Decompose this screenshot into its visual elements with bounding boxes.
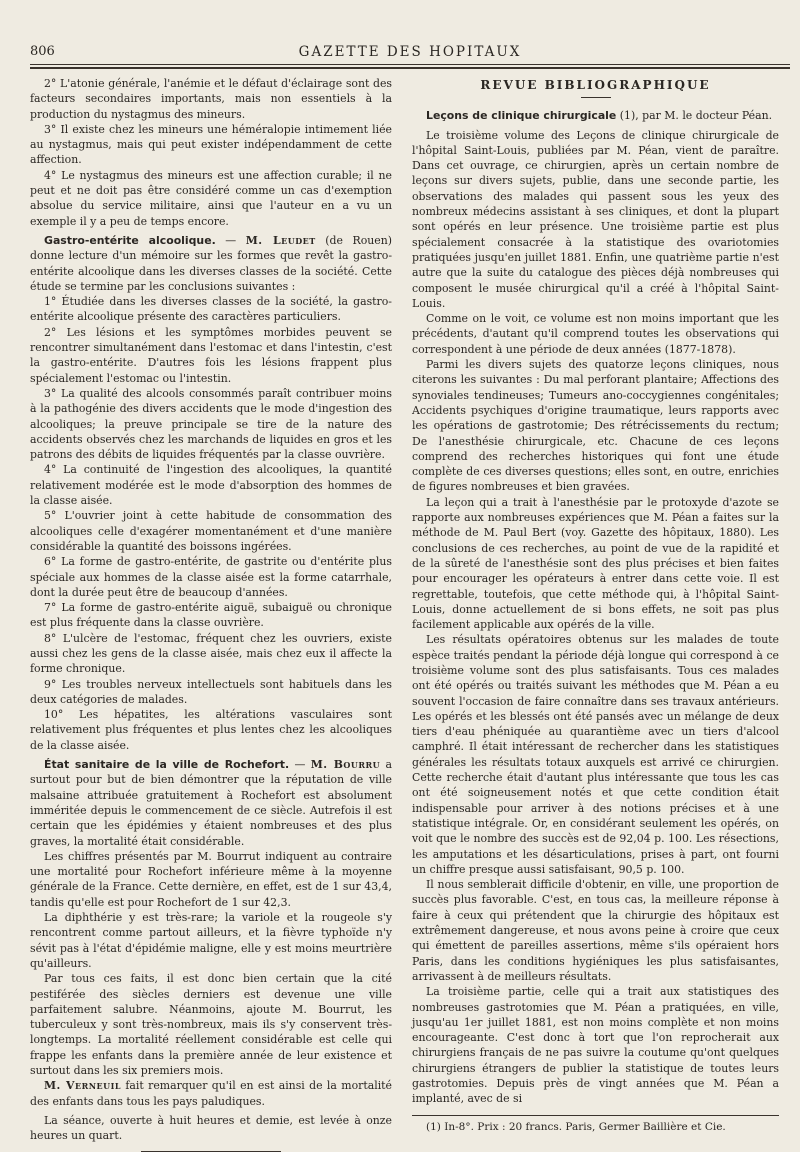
gastro-conclusion-10: 10° Les hépatites, les altérations vasculaires sont relativement plus fréquentes et plus lentes chez les alcooliques de la classe aisée. xyxy=(30,708,392,752)
review-paragraph-7: La troisième partie, celle qui a trait aux statistiques des nombreuses gastrotomies que M. Péan a pratiquées, en ville, jusqu'au 1er juillet 1881, est non moins complète et non moins encourageante. C'est donc à tort que l'on reprocherait aux chirurgiens français de ne pas suivre la coutume qu'ont quelques chirurgiens étrangers de publier la statistique de toutes leurs gastrotomies. Depuis près de vingt années que M. Péan a implanté, avec de si xyxy=(412,985,779,1106)
review-paragraph-2: Comme on le voit, ce volume est non moins important que les précédents, d'autant qu'il comprend toutes les observations qui correspondent à une période de deux années (1877-1878). xyxy=(412,312,779,356)
verneuil-author: M. Verneuil xyxy=(44,1079,121,1093)
etat-text-4: Par tous ces faits, il est donc bien certain que la cité pestiférée des siècles derniers est devenue une ville parfaitement salubre. Néanmoins, ajoute M. Bourrut, les tuberculeux y sont très-nombreux, mais ils s'y conservent très-longtemps. La mortalité réellement considérable est celle qui frappe les enfants dans la première année de leur existence et surtout dans les six premiers mois. xyxy=(30,972,392,1077)
closing-paragraph: La séance, ouverte à huit heures et demie, est levée à onze heures un quart. xyxy=(30,1113,392,1143)
journal-title: GAZETTE DES HOPITAUX xyxy=(298,44,522,60)
etat-intro-paragraph: État sanitaire de la ville de Rochefort. — M. Bourru a surtout pour but de bien démontrer que la réputation de ville malsaine attribuée gratuitement à Rochefort est absolument imméritée depuis le commencement de ce siècle. Autrefois il est certain que les épidémies y étaient nombreuses et des plus graves, la mortalité était considérable. xyxy=(30,758,392,848)
lecons-note: (1), par M. le docteur Péan. xyxy=(619,109,773,123)
review-paragraph-3: Parmi les divers sujets des quatorze leçons cliniques, nous citerons les suivantes : Du mal perforant plantaire; Affections des synoviales tendineuses; Tumeurs ano-coccygiennes congénitales; Accidents psychiques d'origine traumatique, leurs rapports avec les opérations de gastrotomie; Des rétrécissements du rectum; De l'anesthésie chirurgicale, etc. Chacune de ces leçons comprend des recherches historiques qui font une étude complète de ces diverses questions; elles sont, en outre, enrichies de figures nombreuses et bien gravées. xyxy=(412,358,779,494)
lecons-title: Leçons de clinique chirurgicale xyxy=(426,109,617,123)
gastro-conclusion-4: 4° La continuité de l'ingestion des alcooliques, la quantité relativement modérée est le mode d'absorption des hommes de la classe aisée. xyxy=(30,463,392,508)
revue-bibliographique-title: REVUE BIBLIOGRAPHIQUE xyxy=(480,78,711,92)
nystagmus-conclusion-3: 3° Il existe chez les mineurs une héméralopie intimement liée au nystagmus, mais qui peut exister indépendamment de cette affection. xyxy=(30,122,392,167)
gastro-conclusion-7: 7° La forme de gastro-entérite aiguë, subaiguë ou chronique est plus fréquente dans la classe ouvrière. xyxy=(30,601,392,630)
right-column xyxy=(412,76,779,1135)
header-rule-thick xyxy=(30,67,790,69)
gastro-conclusion-1: 1° Étudiée dans les diverses classes de la société, la gastro-entérite alcoolique présente des caractères particuliers. xyxy=(30,295,392,324)
gastro-intro: (de Rouen) donne lecture d'un mémoire sur les formes que revêt la gastro-entérite alcoolique dans les diverses classes de la société. Cette étude se termine par les conclusions suivantes : xyxy=(30,233,393,293)
gastro-conclusion-3: 3° La qualité des alcools consommés paraît contribuer moins à la pathogénie des divers accidents que le mode d'ingestion des alcooliques; la preuve principale se tire de la nature des accidents observés chez les marchands de liquides en gros et les patrons des débits de liquides fréquentés par la classe ouvrière. xyxy=(30,386,392,462)
page-number: 806 xyxy=(30,44,55,59)
review-paragraph-4: La leçon qui a trait à l'anesthésie par le protoxyde d'azote se rapporte aux nombreuses expériences que M. Péan a faites sur la méthode de M. Paul Bert (voy. Gazette des hôpitaux, 1880). Les conclusions de ces recherches, au point de vue de la rapidité et de la sûreté de l'anesthésie sont des plus précises et bien faites pour encourager les opérateurs à entrer dans cette voie. Il est regrettable, toutefois, que cette méthode qui, à l'hôpital Saint-Louis, donne actuellement de si bons effets, ne soit pas plus facilement applicable aux opérés de la ville. xyxy=(412,495,779,632)
gastro-conclusion-5: 5° L'ouvrier joint à cette habitude de consommation des alcooliques celle d'exagérer momentanément et d'une manière considérable la quantité des boissons ingérées. xyxy=(30,509,392,553)
etat-text-3: La diphthérie y est très-rare; la variole et la rougeole s'y rencontrent comme partout ailleurs, et la fièvre typhoïde n'y sévit pas à l'état d'épidémie maligne, elle y est moins meurtrière qu'ailleurs. xyxy=(30,911,392,970)
gastro-conclusion-9: 9° Les troubles nerveux intellectuels sont habituels dans les deux catégories de malades. xyxy=(30,677,392,706)
footnote: (1) In-8°. Prix : 20 francs. Paris, Germer Baillière et Cie. xyxy=(426,1120,726,1133)
etat-section-title: État sanitaire de la ville de Rochefort. xyxy=(44,758,290,772)
verneuil-paragraph xyxy=(30,1078,392,1109)
gastro-conclusion-2: 2° Les lésions et les symptômes morbides peuvent se rencontrer simultanément dans l'estomac et dans l'intestin, c'est la gastro-entérite. D'autres fois les lésions frappent plus spécialement l'estomac ou l'intestin. xyxy=(30,325,392,385)
left-column xyxy=(30,76,392,1152)
review-paragraph-6: Il nous semblerait difficile d'obtenir, en ville, une proportion de succès plus favorable. C'est, en tous cas, la meilleure réponse à faire à ceux qui prétendent que la chirurgie des hôpitaux est extrêmement dangereuse, et nous avons peine à croire que ceux qui émettent de pareilles assertions, même s'ils opéraient hors Paris, dans les conditions hygiéniques les plus satisfaisantes, arrivassent à de meilleurs résultats. xyxy=(412,878,779,983)
review-paragraph-5: Les résultats opératoires obtenus sur les malades de toute espèce traités pendant la période déjà longue qui correspond à ce troisième volume sont des plus satisfaisants. Tous ces malades ont été opérés ou traités suivant les méthodes que M. Péan a eu souvent l'occasion de faire connaître dans ses travaux antérieurs. Les opérés et les blessés ont été pansés avec un mélange de deux tiers d'eau phéniquée au quarantième avec un tiers d'alcool camphré. Il était intéressant de rechercher dans les statistiques générales les résultats totaux auxquels est arrivé ce chirurgien. Cette recherche était d'autant plus intéressante que tous les cas ont été soigneusement notés et que cette condition était indispensable pour arriver à des notions précises et à une statistique intégrale. Or, en considérant seulement les opérés, on voit que le nombre des succès est de 92,04 p. 100. Les résections, les amputations et les désarticulations, prises à part, ont fourni un chiffre presque aussi satisfaisant, 90,5 p. 100. xyxy=(412,633,779,876)
gastro-author: M. Leudet xyxy=(245,233,316,247)
nystagmus-conclusion-2: 2° L'atonie générale, l'anémie et le défaut d'éclairage sont des facteurs secondaires importants, mais non essentiels à la production du nystagmus des mineurs. xyxy=(30,77,392,121)
review-paragraph-1: Le troisième volume des Leçons de clinique chirurgicale de l'hôpital Saint-Louis, publiées par M. Péan, vient de paraître. Dans cet ouvrage, ce chirurgien, après un certain nombre de leçons sur divers sujets, publie, dans une seconde partie, les observations des malades qui passent sous les yeux des nombreux médecins assistant à ses cliniques, et dont la plupart sont opérés en leur présence. Une troisième partie est plus spécialement consacrée à la statistique des ovariotomies pratiquées jusqu'en juillet 1881. Enfin, une quatrième partie n'est autre que la suite du catalogue des pièces déjà nombreuses qui composent le musée chirurgical qu'il a créé à l'hôpital Saint-Louis. xyxy=(412,128,779,310)
nystagmus-conclusion-4: 4° Le nystagmus des mineurs est une affection curable; il ne peut et ne doit pas être considéré comme un cas d'exemption absolue du service militaire, ainsi que l'auteur en a vu un exemple il y a peu de temps encore. xyxy=(30,168,392,228)
gastro-conclusion-6: 6° La forme de gastro-entérite, de gastrite ou d'entérite plus spéciale aux hommes de la classe aisée est la forme catarrhale, dont la durée peut être de beaucoup d'années. xyxy=(30,555,392,599)
etat-text-1: a surtout pour but de bien démontrer que la réputation de ville malsaine attribuée gratuitement à Rochefort est absolument imméritée depuis le commencement de ce siècle. Autrefois il est certain que les épidémies y étaient nombreuses et des plus graves, la mortalité était considérable. xyxy=(30,758,392,848)
etat-author: M. Bourru xyxy=(310,758,381,772)
gastro-intro-paragraph: Gastro-entérite alcoolique. — M. Leudet (de Rouen) donne lecture d'un mémoire sur les formes que revêt la gastro-entérite alcoolique dans les diverses classes de la société. Cette étude se termine par les conclusions suivantes : xyxy=(30,233,393,293)
footnote-rule xyxy=(412,1115,779,1116)
verneuil-text: fait remarquer qu'il en est ainsi de la mortalité des enfants dans tous les pays paludiques. xyxy=(30,1079,392,1108)
gastro-section-title: Gastro-entérite alcoolique. xyxy=(44,233,216,247)
lecons-heading xyxy=(412,108,779,123)
header-rule xyxy=(30,64,790,65)
page-header xyxy=(30,44,790,66)
gastro-conclusion-8: 8° L'ulcère de l'estomac, fréquent chez les ouvriers, existe aussi chez les gens de la classe aisée, mais chez eux il affecte la forme chronique. xyxy=(30,631,392,676)
section-rule xyxy=(581,97,611,98)
etat-text-2: Les chiffres présentés par M. Bourrut indiquent au contraire une mortalité pour Rochefort inférieure même à la moyenne générale de la France. Cette dernière, en effet, est de 1 sur 43,4, tandis qu'elle est pour Rochefort de 1 sur 42,3. xyxy=(30,849,392,909)
